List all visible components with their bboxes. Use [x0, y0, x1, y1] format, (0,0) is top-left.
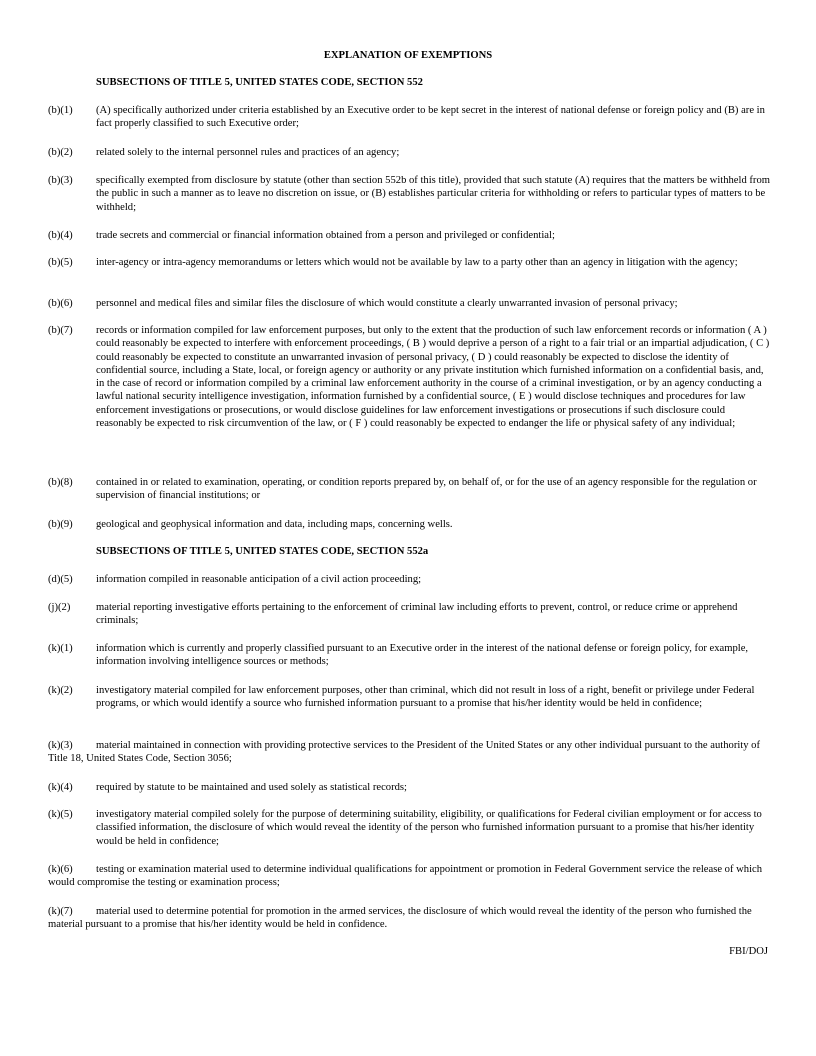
exemption-text: information which is currently and properly classified pursuant to an Executive order in the interest of the national defense or foreign policy, for example, information involving intelligence sources or methods; — [96, 643, 749, 668]
exemption-text: material reporting investigative efforts pertaining to the enforcement of criminal law including efforts to prevent, control, or reduce crime or apprehend criminals; — [96, 602, 738, 627]
exemption-text: trade secrets and commercial or financial information obtained from a person and privileged or confidential; — [96, 230, 555, 241]
exemption-code: (k)(7) — [48, 906, 73, 917]
exemption-code: (k)(6) — [48, 864, 73, 875]
exemption-text: records or information compiled for law enforcement purposes, but only to the extent that the production of such law enforcement records or information ( A ) could reasonably be expected to interfere with enforcement proceedings, ( B ) would deprive a person of a right to a fair trial or an impartial adjudication, ( C ) could reasonably be expected to constitute an unwarranted invasion of personal privacy, ( D ) could reasonably be expected to disclose the identity of confidential source, including a State, local, or foreign agency or authority or any private institution which furnished information on a confidential basis, and, in the case of record or information compiled by a criminal law enforcement authority in the course of a criminal investigation, or by an agency conducting a lawful national security intelligence investigation, information furnished by a confidential source, ( E ) would disclose techniques and procedures for law enforcement investigations or prosecutions, or would disclose guidelines for law enforcement investigations or prosecutions if such disclosure could reasonably be expected to risk circumvention of the law, or ( F ) could reasonably be expected to endanger the life or physical safety of any individual; — [96, 325, 770, 430]
exemption-k2 — [48, 684, 770, 711]
exemption-code: (b)(5) — [48, 257, 73, 268]
exemption-text: inter-agency or intra-agency memorandums or letters which would not be available by law to a party other than an agency in litigation with the agency; — [96, 257, 738, 268]
exemption-text: personnel and medical files and similar files the disclosure of which would constitute a clearly unwarranted invasion of personal privacy; — [96, 298, 678, 309]
exemption-text: (A) specifically authorized under criteria established by an Executive order to be kept secret in the interest of national defense or foreign policy and (B) are in fact properly classified to such Executive order; — [96, 105, 765, 130]
exemption-code: (b)(2) — [48, 147, 73, 158]
exemption-text: geological and geophysical information and data, including maps, concerning wells. — [96, 519, 453, 530]
exemption-k3 — [48, 739, 770, 766]
exemption-b4 — [48, 229, 770, 242]
exemption-d5 — [48, 573, 770, 586]
exemption-b8 — [48, 476, 770, 503]
exemption-code: (b)(7) — [48, 325, 73, 336]
section-552a-heading: SUBSECTIONS OF TITLE 5, UNITED STATES CODE, SECTION 552a — [96, 546, 429, 557]
exemption-text: required by statute to be maintained and used solely as statistical records; — [96, 782, 407, 793]
exemption-code: (b)(4) — [48, 230, 73, 241]
section-552-heading: SUBSECTIONS OF TITLE 5, UNITED STATES CODE, SECTION 552 — [96, 77, 423, 88]
exemption-b9 — [48, 518, 770, 531]
exemption-b1 — [48, 104, 770, 131]
exemption-text: investigatory material compiled solely for the purpose of determining suitability, eligibility, or qualifications for Federal civilian employment or for access to classified information, the disclosure of which would reveal the identity of the person who furnished information pursuant to a promise that his/her identity would be held in confidence; — [96, 809, 762, 847]
exemption-b2 — [48, 146, 770, 159]
exemption-code: (b)(3) — [48, 175, 73, 186]
exemption-k6 — [48, 863, 770, 890]
exemption-code: (b)(9) — [48, 519, 73, 530]
exemption-text: information compiled in reasonable anticipation of a civil action proceeding; — [96, 574, 422, 585]
exemption-text: testing or examination material used to determine individual qualifications for appointment or promotion in Federal Government service the release of which would compromise the testing or examination process; — [48, 864, 763, 889]
exemption-code: (k)(2) — [48, 685, 73, 696]
exemption-code: (k)(3) — [48, 740, 73, 751]
exemption-code: (b)(6) — [48, 298, 73, 309]
exemption-code: (k)(4) — [48, 782, 73, 793]
exemption-text: contained in or related to examination, operating, or condition reports prepared by, on behalf of, or for the use of an agency responsible for the regulation or supervision of financial institutions; or — [96, 477, 757, 502]
exemption-b6 — [48, 297, 770, 310]
exemption-j2 — [48, 601, 770, 628]
exemption-k7 — [48, 905, 770, 932]
exemption-code: (b)(8) — [48, 477, 73, 488]
page-title: EXPLANATION OF EXEMPTIONS — [323, 50, 493, 61]
exemption-text: material maintained in connection with providing protective services to the President of the United States or any other individual pursuant to the authority of Title 18, United States Code, Section 3056; — [48, 740, 761, 765]
exemption-k4 — [48, 781, 770, 794]
exemption-code: (b)(1) — [48, 105, 73, 116]
exemption-k1 — [48, 642, 770, 669]
exemption-text: specifically exempted from disclosure by statute (other than section 552b of this title), provided that such statute (A) requires that the matters be withheld from the public in such a manner as to leave no discretion on issue, or (B) establishes particular criteria for withholding or refers to particular types of matters to be withheld; — [96, 175, 770, 213]
exemption-code: (j)(2) — [48, 602, 71, 613]
exemption-code: (d)(5) — [48, 574, 73, 585]
exemption-text: investigatory material compiled for law enforcement purposes, other than criminal, which did not result in loss of a right, benefit or privilege under Federal programs, or which would identify a source who furnished information pursuant to a promise that his/her identity would be held in confidence; — [96, 685, 755, 710]
exemption-b7 — [48, 324, 770, 430]
exemption-text: related solely to the internal personnel rules and practices of an agency; — [96, 147, 400, 158]
exemption-b5 — [48, 256, 770, 269]
exemption-b3 — [48, 174, 770, 214]
exemption-k5 — [48, 808, 770, 848]
exemption-code: (k)(1) — [48, 643, 73, 654]
footer-agency: FBI/DOJ — [729, 946, 768, 957]
exemption-code: (k)(5) — [48, 809, 73, 820]
exemption-text: material used to determine potential for promotion in the armed services, the disclosure of which would reveal the identity of the person who furnished the material pursuant to a promise that his/her identity would be held in confidence. — [48, 906, 752, 931]
